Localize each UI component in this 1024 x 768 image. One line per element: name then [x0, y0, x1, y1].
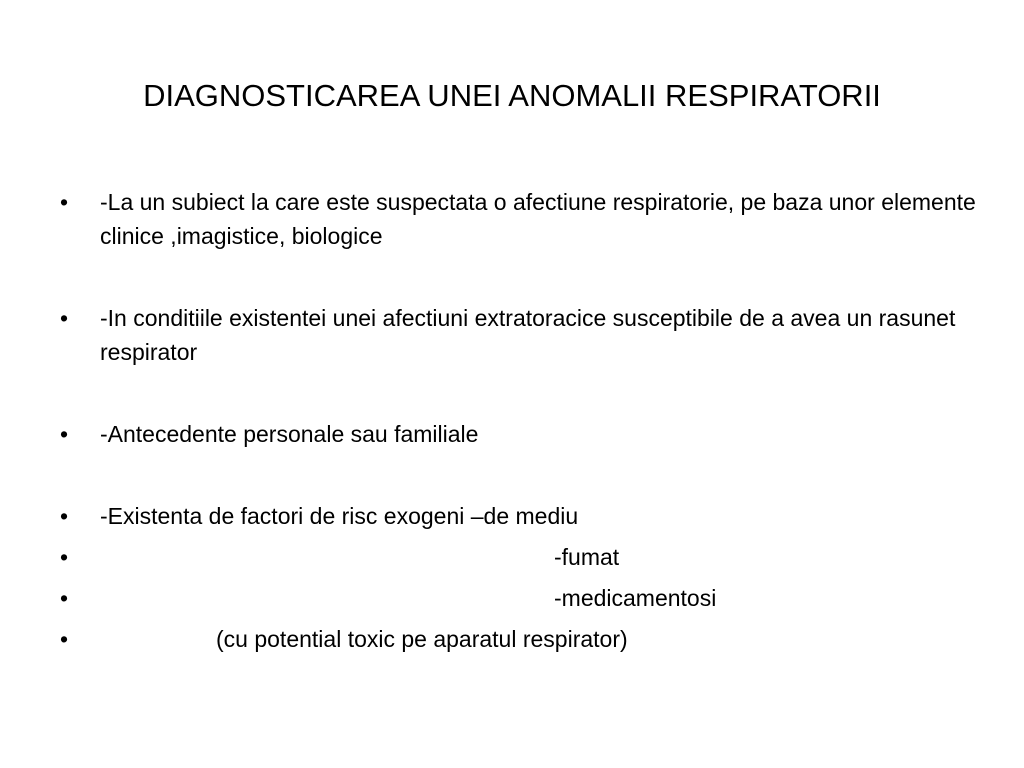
- bullet-icon: •: [60, 544, 69, 570]
- bullet-item: [60, 499, 980, 533]
- bullet-item: [60, 540, 980, 574]
- bullet-item: [60, 301, 980, 369]
- bullet-icon: •: [60, 626, 69, 652]
- bullet-item: [60, 622, 980, 656]
- bullet-text: -fumat: [554, 544, 620, 570]
- bullet-text: (cu potential toxic pe aparatul respirator): [216, 626, 628, 652]
- bullet-list: [60, 185, 980, 656]
- bullet-icon: •: [60, 421, 69, 447]
- bullet-item: [60, 581, 980, 615]
- bullet-icon: •: [60, 189, 69, 215]
- bullet-item: [60, 185, 980, 253]
- bullet-icon: •: [60, 305, 69, 331]
- bullet-text: -Antecedente personale sau familiale: [100, 421, 479, 447]
- slide-title: DIAGNOSTICAREA UNEI ANOMALII RESPIRATORII: [143, 78, 881, 113]
- bullet-icon: •: [60, 503, 69, 529]
- bullet-text: -La un subiect la care este suspectata o afectiune respiratorie, pe baza unor elemente clinice ,imagistice, biologice: [100, 189, 976, 249]
- bullet-text: -medicamentosi: [554, 585, 717, 611]
- bullet-text: -Existenta de factori de risc exogeni –de mediu: [100, 503, 579, 529]
- bullet-text: -In conditiile existentei unei afectiuni extratoracice susceptibile de a avea un rasunet respirator: [100, 305, 956, 365]
- bullet-item: [60, 417, 980, 451]
- bullet-icon: •: [60, 585, 69, 611]
